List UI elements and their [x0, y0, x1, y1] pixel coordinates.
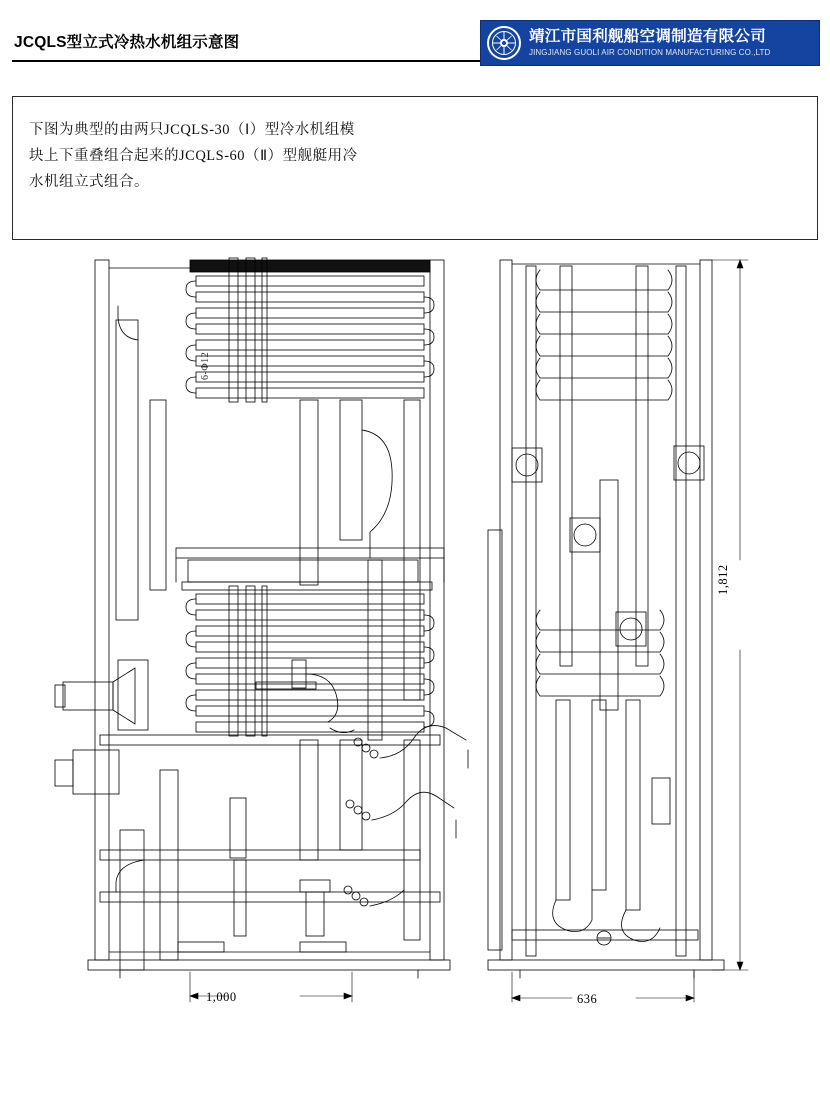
description-text — [29, 117, 449, 195]
dimension-label-total-height: 1,812 — [716, 564, 730, 595]
dimension-lines — [190, 260, 748, 1002]
page-title: JCQLS型立式冷热水机组示意图 — [14, 34, 240, 51]
side-elevation — [488, 260, 724, 978]
description-panel — [12, 96, 818, 240]
page-header — [0, 0, 830, 78]
technical-drawing — [0, 230, 830, 1030]
upper-coil-bank — [186, 276, 434, 398]
lower-coil-bank — [186, 594, 434, 732]
title-underline — [12, 60, 484, 62]
dimension-label-side-width: 636 — [577, 992, 598, 1006]
description-line-3: 水机组立式组合。 — [29, 174, 149, 190]
description-line-2: 块上下重叠组合起来的JCQLS-60（Ⅱ）型舰艇用冷 — [29, 148, 358, 164]
dimension-label-main-width: 1,000 — [206, 990, 237, 1004]
company-logo-banner — [480, 20, 820, 66]
description-line-1: 下图为典型的由两只JCQLS-30（Ⅰ）型冷水机组模 — [29, 122, 355, 138]
company-name-en: JINGJIANG GUOLI AIR CONDITION MANUFACTURING CO.,LTD — [529, 48, 771, 58]
company-emblem-icon — [483, 22, 525, 64]
drawing-note-vertical: 6-Φ12 — [200, 351, 211, 380]
side-upper-coil — [536, 270, 672, 400]
drawing-canvas — [0, 230, 830, 1030]
front-elevation — [55, 258, 468, 978]
company-name-cn: 靖江市国利舰船空调制造有限公司 — [529, 28, 767, 46]
